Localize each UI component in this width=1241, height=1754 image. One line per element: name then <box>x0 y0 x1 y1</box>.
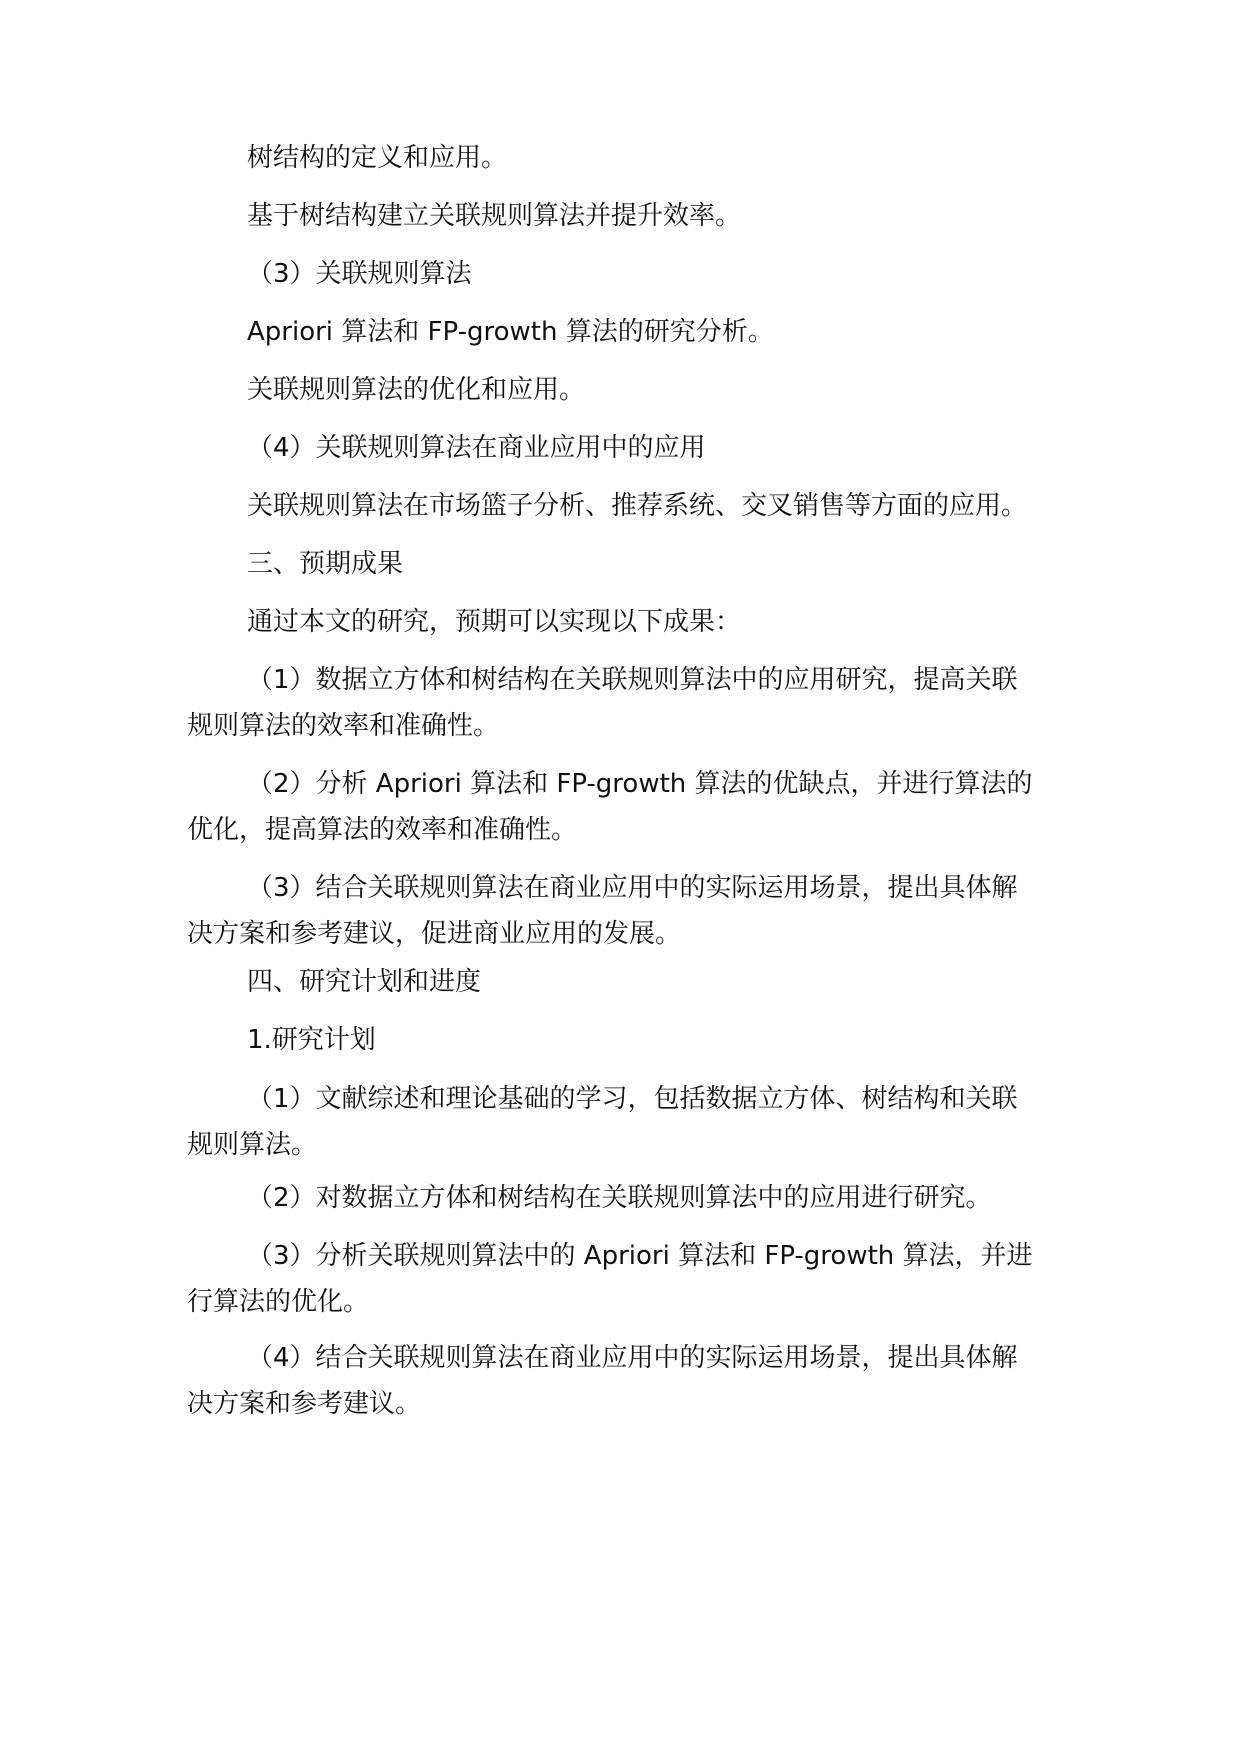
text-line: 通过本文的研究，预期可以实现以下成果： <box>247 607 742 637</box>
text-line: （4）关联规则算法在商业应用中的应用 <box>247 433 706 463</box>
text-line: 三、预期成果 <box>247 549 404 579</box>
paragraph <box>187 1335 1067 1427</box>
paragraph <box>187 865 1067 957</box>
paragraph <box>187 193 1067 239</box>
text-line: 关联规则算法在市场篮子分析、推荐系统、交叉销售等方面的应用。 <box>247 491 1028 521</box>
paragraph <box>187 483 1067 529</box>
section-heading <box>187 541 1067 587</box>
paragraph <box>187 761 1067 853</box>
paragraph <box>187 657 1067 749</box>
text-line: 优化，提高算法的效率和准确性。 <box>187 815 578 845</box>
paragraph <box>187 1175 1067 1221</box>
text-line: （1）数据立方体和树结构在关联规则算法中的应用研究，提高关联 <box>247 665 1018 695</box>
paragraph <box>187 367 1067 413</box>
text-line: 行算法的优化。 <box>187 1287 370 1317</box>
text-line: （4）结合关联规则算法在商业应用中的实际运用场景，提出具体解 <box>247 1343 1018 1373</box>
text-line: 决方案和参考建议。 <box>187 1389 422 1419</box>
text-line: Apriori 算法和 FP-growth 算法的研究分析。 <box>247 317 774 347</box>
section-heading <box>187 959 1067 1005</box>
text-line: 规则算法。 <box>187 1130 318 1160</box>
section-heading <box>187 425 1067 471</box>
text-line: 规则算法的效率和准确性。 <box>187 711 500 741</box>
text-line: 基于树结构建立关联规则算法并提升效率。 <box>247 201 742 231</box>
paragraph <box>187 309 1067 355</box>
text-line: 决方案和参考建议，促进商业应用的发展。 <box>187 919 682 949</box>
text-line: （3）结合关联规则算法在商业应用中的实际运用场景，提出具体解 <box>247 873 1018 903</box>
text-line: 1.研究计划 <box>247 1025 376 1055</box>
text-line: （3）关联规则算法 <box>247 259 472 289</box>
text-line: （2）对数据立方体和树结构在关联规则算法中的应用进行研究。 <box>247 1183 992 1213</box>
section-heading <box>187 251 1067 297</box>
text-line: （1）文献综述和理论基础的学习，包括数据立方体、树结构和关联 <box>247 1084 1018 1114</box>
paragraph <box>187 135 1067 181</box>
text-line: 关联规则算法的优化和应用。 <box>247 375 586 405</box>
text-line: （3）分析关联规则算法中的 Apriori 算法和 FP-growth 算法，并进 <box>247 1241 1033 1271</box>
paragraph <box>187 599 1067 645</box>
text-line: 四、研究计划和进度 <box>247 967 482 997</box>
text-line: 树结构的定义和应用。 <box>247 143 508 173</box>
section-heading <box>187 1017 1067 1063</box>
paragraph <box>187 1233 1067 1325</box>
paragraph <box>187 1076 1067 1168</box>
text-line: （2）分析 Apriori 算法和 FP-growth 算法的优缺点，并进行算法的 <box>247 769 1033 799</box>
